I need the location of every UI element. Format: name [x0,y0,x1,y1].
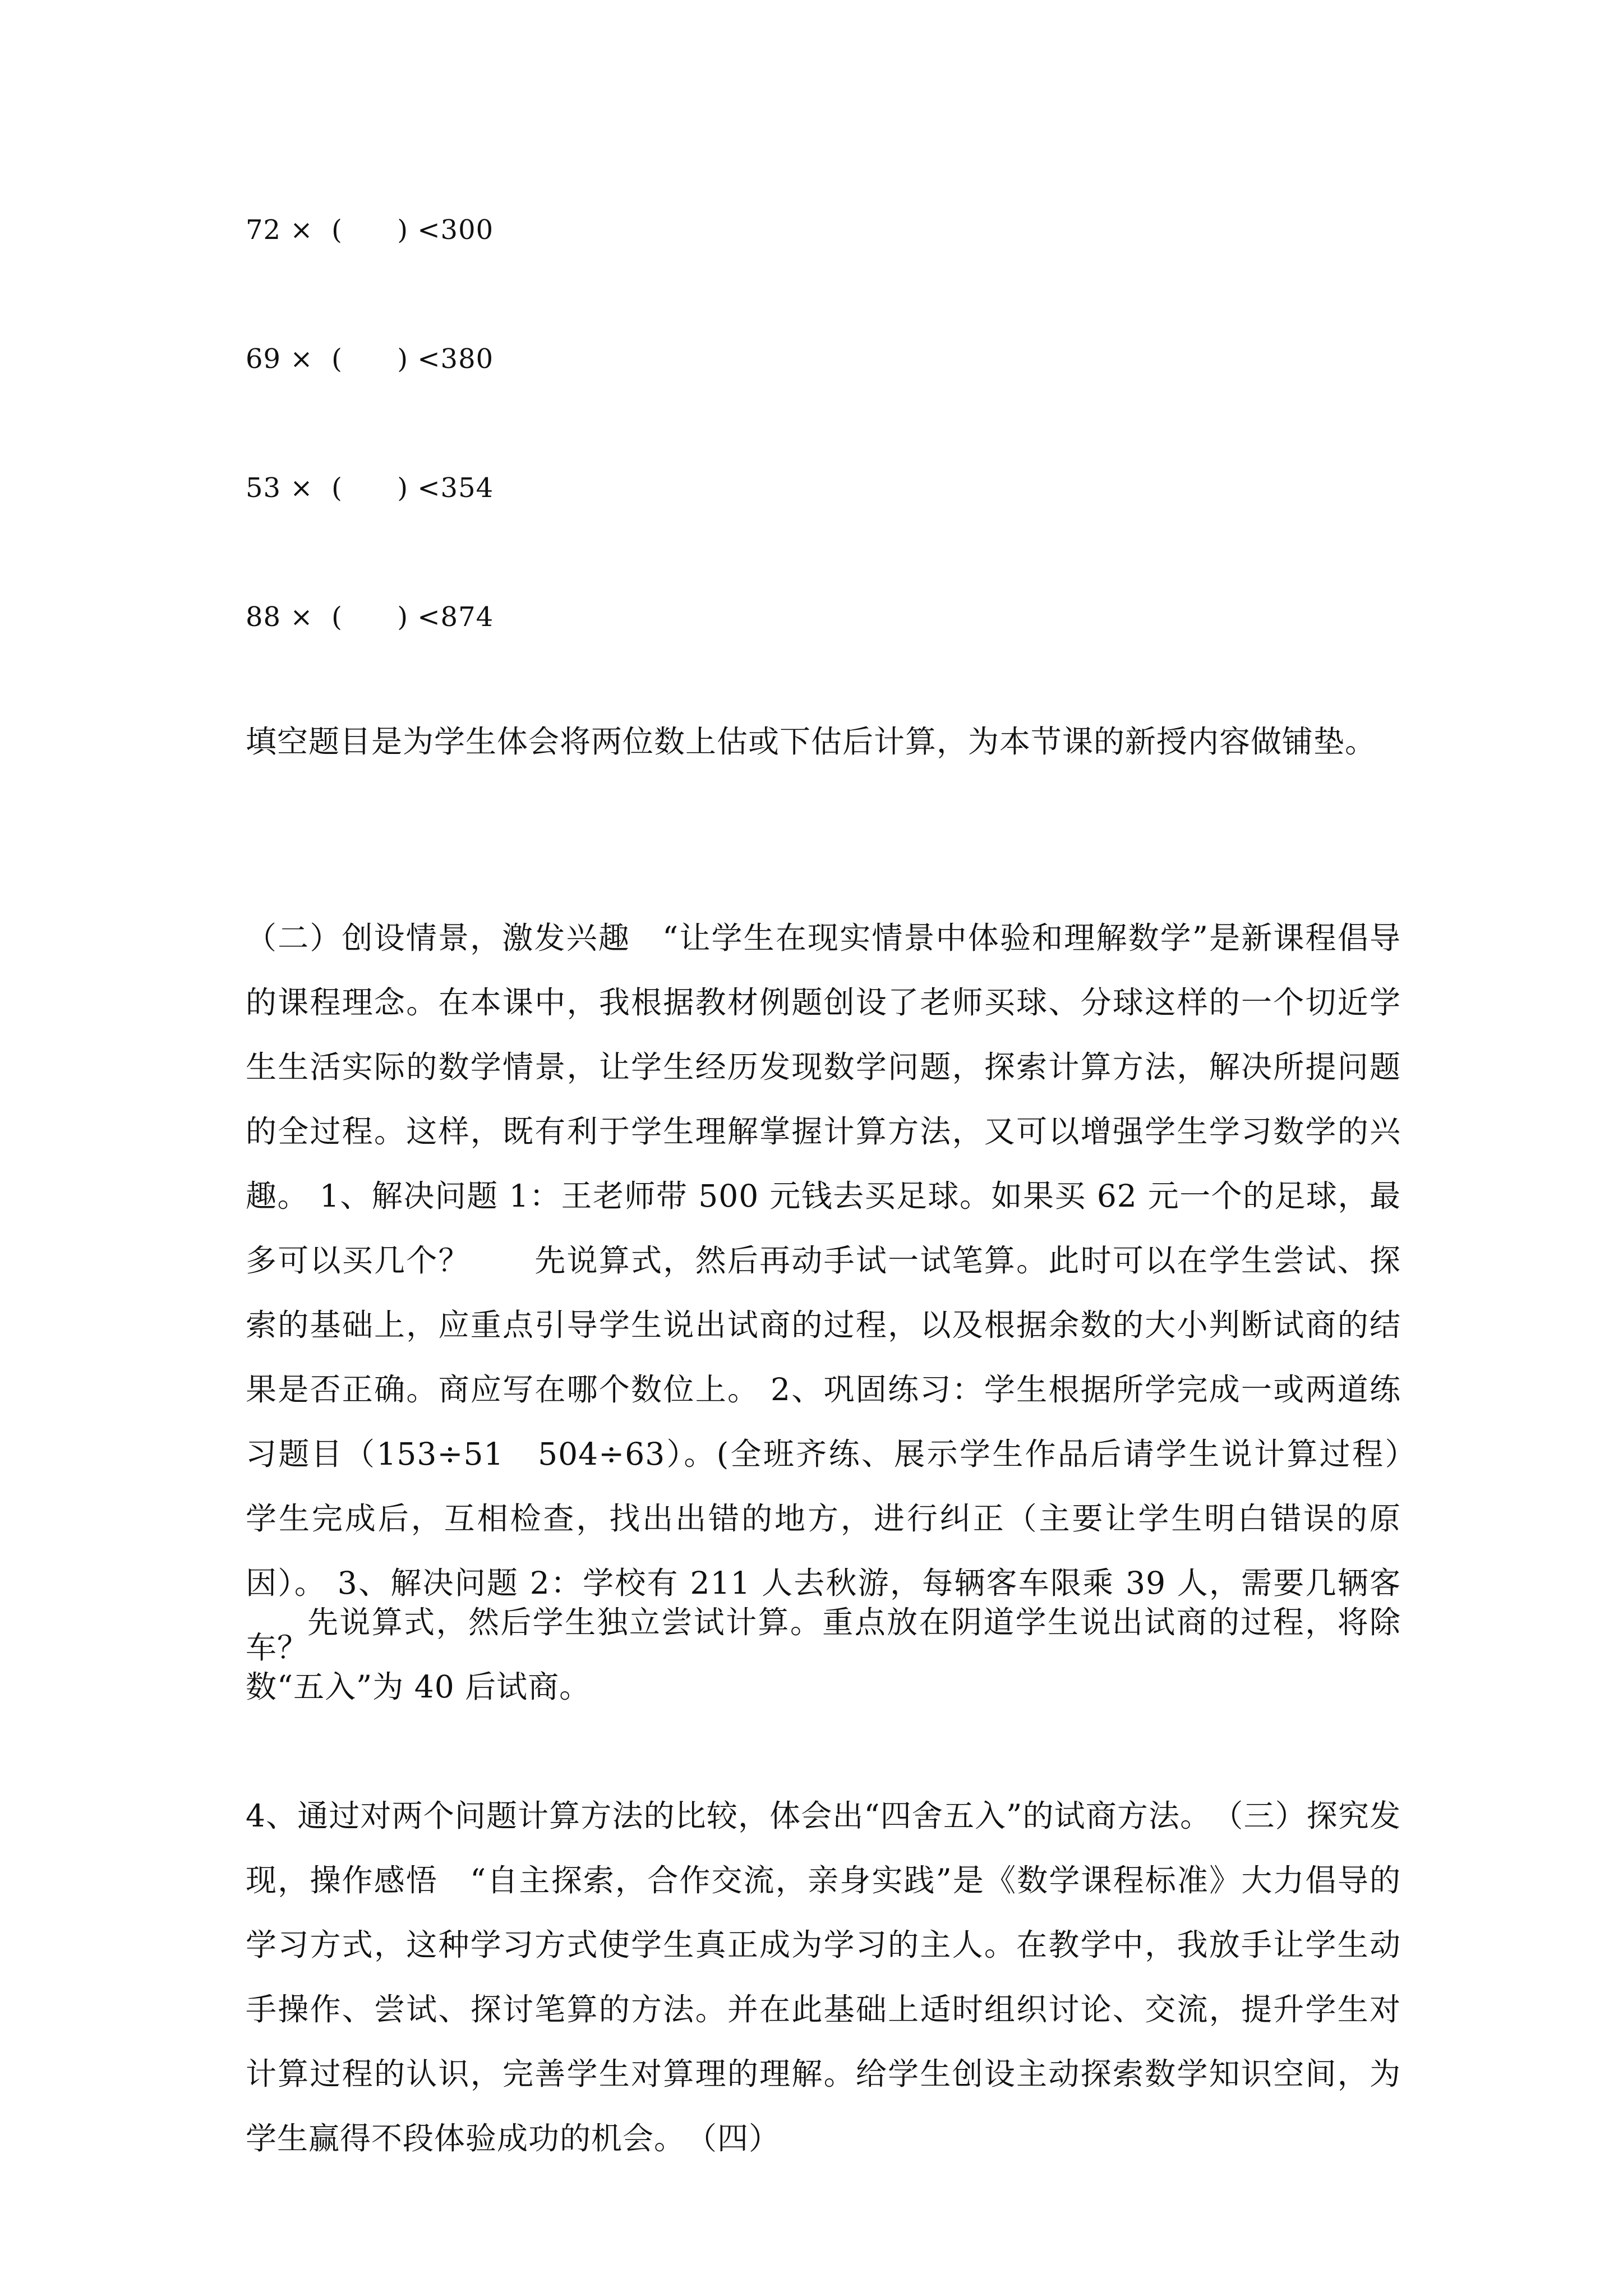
exercise-line-3: 53 × ( ) <354 [246,472,494,504]
exercise-line-2: 69 × ( ) <380 [246,343,494,375]
exercise-line-4: 88 × ( ) <874 [246,601,494,633]
paragraph-section-two: （二）创设情景，激发兴趣 “让学生在现实情景中体验和理解数学”是新课程倡导的课程理念。在本课中，我根据教材例题创设了老师买球、分球这样的一个切近学生生活实际的数学情景，让学生经历发现数学问题，探索计算方法，解决所提问题的全过程。这样，既有利于学生理解掌握计算方法，又可以增强学生学习数学的兴趣。 1、解决问题 1：王老师带 500 元钱去买足球。如果买 62 元一个的足球，最多可以买几个？ 先说算式，然后再动手试一试笔算。此时可以在学生尝试、探索的基础上，应重点引导学生说出试商的过程，以及根据余数的大小判断试商的结果是否正确。商应写在哪个数位上。 2、巩固练习：学生根据所学完成一或两道练习题目（153÷51 504÷63）。(全班齐练、展示学生作品后请学生说计算过程） 学生完成后，互相检查，找出出错的地方，进行纠正（主要让学生明白错误的原因）。 3、解决问题 2：学校有 211 人去秋游，每辆客车限乘 39 人，需要几辆客车？ [246,920,1433,1665]
paragraph-fill-in-note: 填空题目是为学生体会将两位数上估或下估后计算，为本节课的新授内容做铺垫。 [246,724,1377,760]
paragraph-section-three: 4、通过对两个问题计算方法的比较，体会出“四舍五入”的试商方法。 （三）探究发现，操作感悟 “自主探索，合作交流，亲身实践”是《数学课程标准》大力倡导的学习方式，这种学习方式使学生真正成为学习的主人。在教学中，我放手让学生动手操作、尝试、探讨笔算的方法。并在此基础上适时组织讨论、交流，提升学生对计算过程的认识，完善学生对算理的理解。给学生创设主动探索数学知识空间，为学生赢得不段体验成功的机会。 （四） [246,1798,1401,2156]
paragraph-trial-quotient: 先说算式，然后学生独立尝试计算。重点放在阴道学生说出试商的过程，将除数“五入”为 40 后试商。 [246,1604,1401,1705]
exercise-line-1: 72 × ( ) <300 [246,214,494,246]
